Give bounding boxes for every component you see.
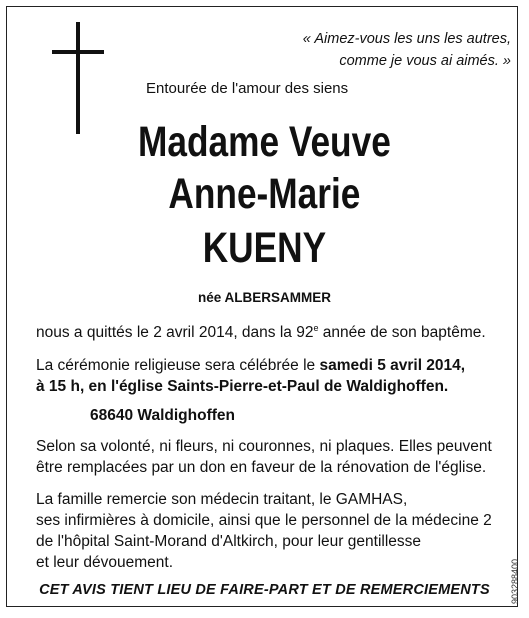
maiden-name: née ALBERSAMMER <box>197 290 331 305</box>
bible-quote <box>303 28 511 72</box>
thanks-line-3: de l'hôpital Saint-Morand d'Altkirch, pour leur gentillesse <box>36 533 422 550</box>
ceremony-place: à 15 h, en l'église Saints-Pierre-et-Paul de Waldighoffen. <box>36 378 449 395</box>
ceremony-paragraph <box>36 355 509 397</box>
name-line-2: Anne-Marie <box>168 170 361 218</box>
death-text-sup: e <box>313 322 319 333</box>
thanks-line-1: La famille remercie son médecin traitant, le GAMHAS, <box>36 491 408 508</box>
wishes-line-2: être remplacées par un don en faveur de la rénovation de l'église. <box>36 459 487 476</box>
death-text-pre: nous a quittés le 2 avril 2014, dans la 92 <box>36 324 314 341</box>
reference-number: 903288400 <box>510 558 520 604</box>
intro-text: Entourée de l'amour des siens <box>146 80 349 97</box>
name-line-3: KUENY <box>202 224 327 272</box>
name-line-1: Madame Veuve <box>137 118 391 166</box>
wishes-line-1: Selon sa volonté, ni fleurs, ni couronnes, ni plaques. Elles peuvent <box>36 438 492 455</box>
thanks-paragraph <box>36 489 509 573</box>
footer-notice: CET AVIS TIENT LIEU DE FAIRE-PART ET DE REMERCIEMENTS <box>39 582 490 598</box>
quote-line-1: « Aimez-vous les uns les autres, <box>302 31 511 47</box>
thanks-line-4: et leur dévouement. <box>36 554 174 571</box>
thanks-line-2: ses infirmières à domicile, ainsi que le personnel de la médecine 2 <box>36 512 492 529</box>
wishes-paragraph <box>36 436 509 478</box>
death-text-post: année de son baptême. <box>318 324 486 341</box>
death-sentence <box>36 322 509 343</box>
quote-line-2: comme je vous ai aimés. » <box>339 53 511 69</box>
postcode-town: 68640 Waldighoffen <box>90 407 235 424</box>
ceremony-intro: La cérémonie religieuse sera célébrée le <box>36 357 320 374</box>
ceremony-date: samedi 5 avril 2014, <box>319 357 466 374</box>
